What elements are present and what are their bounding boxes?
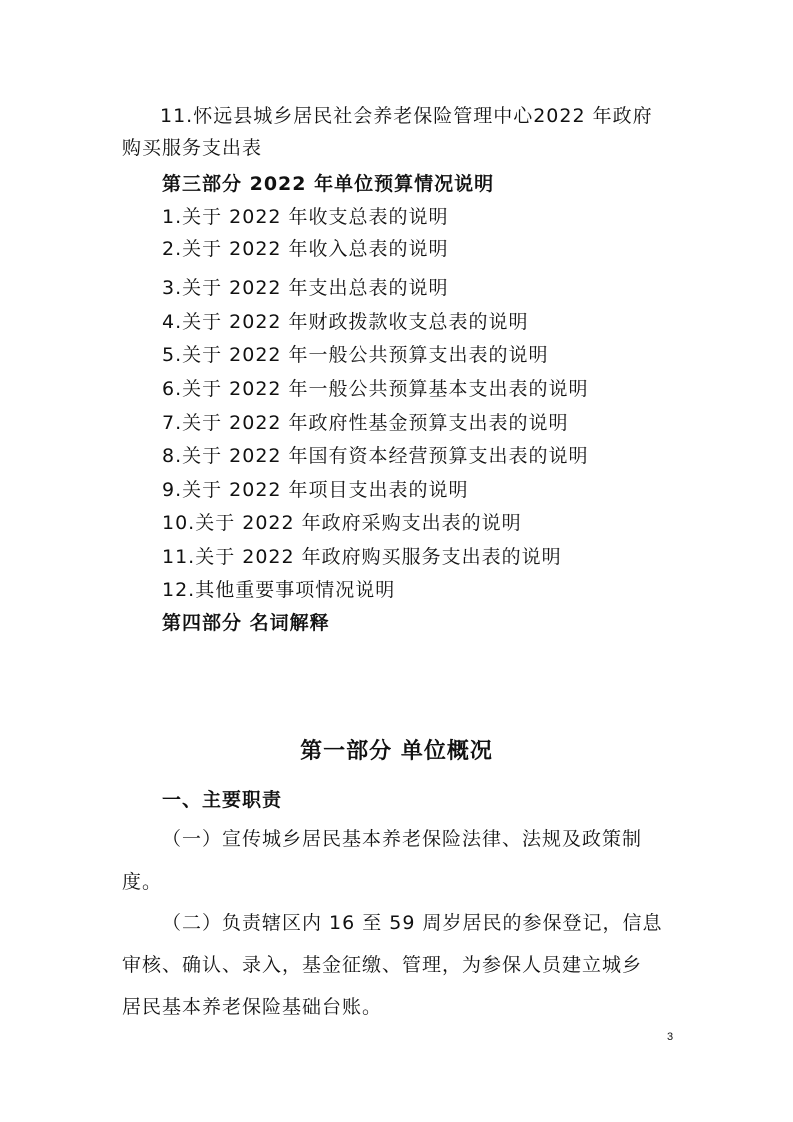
para1-line-1: （一）宣传城乡居民基本养老保险法律、法规及政策制 (162, 828, 643, 850)
para2-line-3: 居民基本养老保险基础台账。 (122, 996, 383, 1018)
toc-part3-item-12: 12.其他重要事项情况说明 (162, 579, 396, 601)
toc-part3-item-8: 8.关于 2022 年国有资本经营预算支出表的说明 (162, 445, 589, 467)
part1-title: 第一部分 单位概况 (300, 739, 493, 764)
para2-line-2: 审核、确认、录入，基金征缴、管理，为参保人员建立城乡 (122, 954, 643, 976)
section1-heading: 一、主要职责 (162, 789, 283, 811)
toc-item-11-line-2: 购买服务支出表 (122, 137, 263, 159)
para1-line-2: 度。 (122, 871, 163, 893)
toc-part3-item-1: 1.关于 2022 年收支总表的说明 (162, 206, 449, 228)
toc-part3-item-7: 7.关于 2022 年政府性基金预算支出表的说明 (162, 412, 569, 434)
toc-item-11-line-1: 11.怀远县城乡居民社会养老保险管理中心2022 年政府 (160, 105, 653, 127)
toc-part3-item-10: 10.关于 2022 年政府采购支出表的说明 (162, 512, 522, 534)
toc-part3-item-6: 6.关于 2022 年一般公共预算基本支出表的说明 (162, 378, 589, 400)
para2-line-1: （二）负责辖区内 16 至 59 周岁居民的参保登记，信息 (162, 912, 663, 934)
toc-part3-item-2: 2.关于 2022 年收入总表的说明 (162, 238, 449, 260)
toc-part3-item-3: 3.关于 2022 年支出总表的说明 (162, 277, 449, 299)
toc-part3-item-4: 4.关于 2022 年财政拨款收支总表的说明 (162, 311, 529, 333)
toc-part3-item-11: 11.关于 2022 年政府购买服务支出表的说明 (162, 546, 562, 568)
page-number: 3 (667, 1031, 674, 1043)
toc-part3-item-5: 5.关于 2022 年一般公共预算支出表的说明 (162, 344, 549, 366)
toc-part3-heading: 第三部分 2022 年单位预算情况说明 (162, 173, 495, 195)
toc-part4-heading: 第四部分 名词解释 (162, 612, 330, 634)
toc-part3-item-9: 9.关于 2022 年项目支出表的说明 (162, 479, 469, 501)
